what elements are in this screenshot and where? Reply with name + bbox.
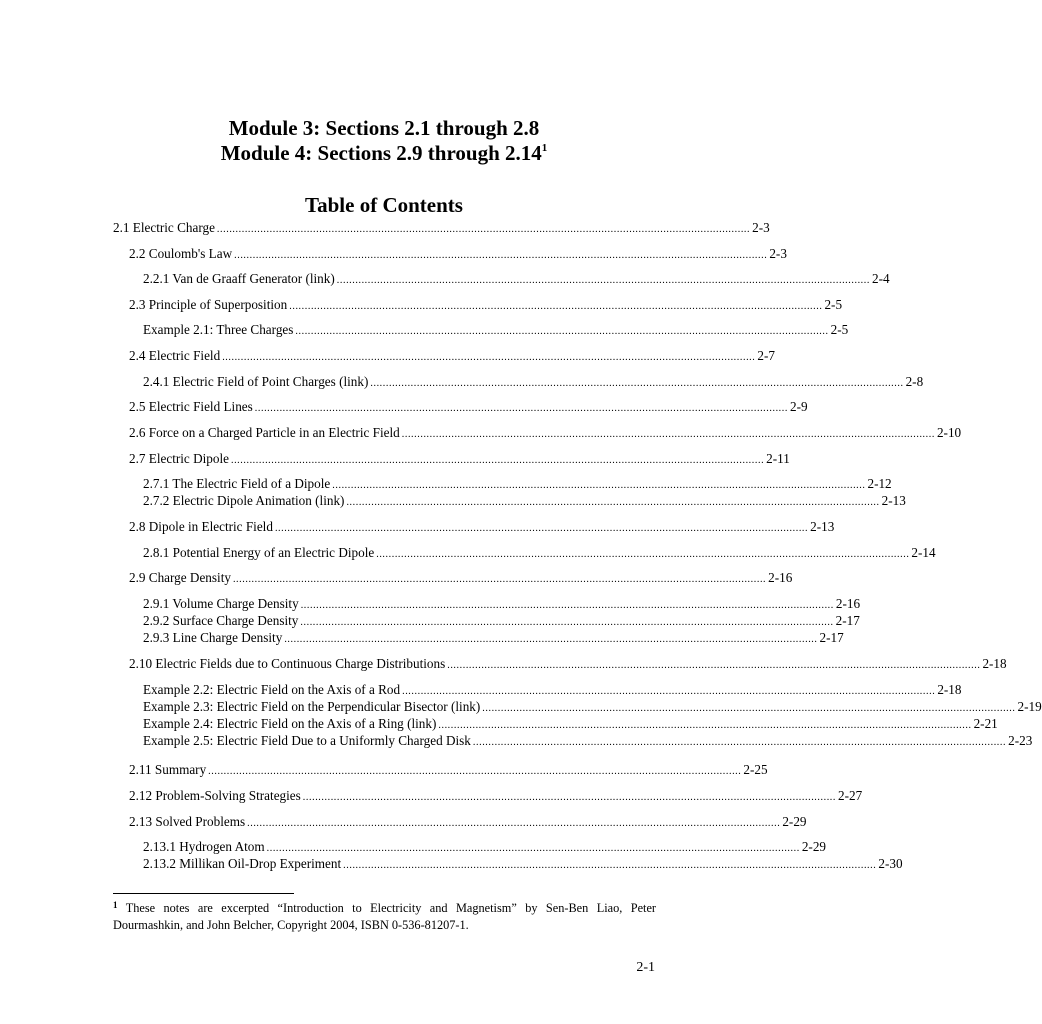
- toc-entry-label: 2.1 Electric Charge: [113, 220, 215, 235]
- toc-entry-page: 2-3: [752, 220, 770, 235]
- toc-entry-2-1[interactable]: [113, 219, 770, 236]
- dot-leader: ............................................................................................................................................................................: [370, 378, 904, 389]
- dot-leader: ............................................................................................................................................................................: [216, 224, 751, 235]
- toc-entry-label: 2.5 Electric Field Lines: [129, 399, 253, 414]
- dot-leader: ............................................................................................................................................................................: [222, 352, 756, 363]
- footnote-divider: [113, 893, 294, 894]
- toc-entry-example-2-3[interactable]: [143, 698, 1042, 715]
- dot-leader: ............................................................................................................................................................................: [402, 686, 936, 697]
- toc-entry-page: 2-12: [867, 476, 892, 491]
- toc-entry-2-7[interactable]: [129, 450, 790, 467]
- toc-entry-page: 2-21: [973, 716, 998, 731]
- toc-entry-page: 2-4: [871, 271, 890, 286]
- toc-entry-label: 2.13.2 Millikan Oil-Drop Experiment: [143, 856, 342, 871]
- toc-entry-page: 2-14: [911, 545, 936, 560]
- toc-entry-2-9-2[interactable]: [143, 612, 860, 629]
- toc-entry-page: 2-13: [810, 519, 835, 534]
- toc-entry-2-2-1[interactable]: [143, 270, 890, 287]
- toc-entry-example-2-2[interactable]: [143, 681, 962, 698]
- dot-leader: ............................................................................................................................................................................: [343, 860, 877, 871]
- toc-entry-example-2-1[interactable]: [143, 321, 849, 338]
- toc-entry-2-9-1[interactable]: [143, 595, 861, 612]
- toc-entry-page: 2-18: [937, 682, 962, 697]
- toc-title: Table of Contents: [305, 193, 463, 217]
- toc-entry-2-13[interactable]: [129, 813, 807, 830]
- toc-entry-label: 2.13.1 Hydrogen Atom: [143, 839, 265, 854]
- dot-leader: ............................................................................................................................................................................: [376, 549, 910, 560]
- toc-entry-label: Example 2.1: Three Charges: [143, 322, 294, 337]
- toc-entry-page: 2-16: [835, 596, 861, 611]
- toc-entry-page: 2-7: [757, 348, 775, 363]
- toc-entry-label: 2.2 Coulomb's Law: [129, 246, 233, 261]
- toc-entry-2-7-1[interactable]: [143, 475, 892, 492]
- dot-leader: ............................................................................................................................................................................: [208, 766, 742, 777]
- dot-leader: ............................................................................................................................................................................: [401, 429, 935, 440]
- dot-leader: ............................................................................................................................................................................: [302, 792, 836, 803]
- toc-entry-label: 2.4.1 Electric Field of Point Charges (link): [143, 374, 369, 389]
- dot-leader: ............................................................................................................................................................................: [254, 403, 788, 414]
- toc-entry-2-13-1[interactable]: [143, 838, 827, 855]
- toc-entry-label: 2.2.1 Van de Graaff Generator (link): [143, 271, 335, 286]
- toc-entry-2-3[interactable]: [129, 296, 843, 313]
- toc-entry-label: Example 2.3: Electric Field on the Perpendicular Bisector (link): [143, 699, 481, 714]
- heading-module-4: Module 4: Sections 2.9 through 2.14$^1$: [220, 141, 548, 165]
- toc-entry-page: 2-17: [835, 613, 860, 628]
- toc-entry-page: 2-9: [789, 399, 808, 414]
- toc-entry-2-7-2[interactable]: [143, 492, 906, 509]
- toc-entry-example-2-4[interactable]: [143, 715, 998, 732]
- toc-entry-page: 2-25: [743, 762, 768, 777]
- toc-entry-label: 2.8 Dipole in Electric Field: [129, 519, 273, 534]
- toc-entry-2-2[interactable]: [129, 245, 787, 262]
- toc-entry-page: 2-27: [838, 788, 863, 803]
- dot-leader: ............................................................................................................................................................................: [300, 600, 834, 611]
- toc-entry-label: Example 2.2: Electric Field on the Axis of a Rod: [143, 682, 401, 697]
- dot-leader: ............................................................................................................................................................................: [482, 703, 1016, 714]
- dot-leader: ............................................................................................................................................................................: [289, 301, 823, 312]
- toc-entry-2-9[interactable]: [129, 569, 793, 586]
- toc-entry-page: 2-23: [1008, 733, 1033, 748]
- toc-entry-2-8[interactable]: [129, 518, 835, 535]
- dot-leader: ............................................................................................................................................................................: [438, 720, 972, 731]
- toc-entry-2-10[interactable]: [129, 655, 1007, 672]
- toc-entry-example-2-5[interactable]: [143, 732, 1033, 749]
- toc-entry-page: 2-11: [766, 451, 790, 466]
- toc-entry-page: 2-16: [768, 570, 793, 585]
- dot-leader: ............................................................................................................................................................................: [300, 617, 834, 628]
- toc-entry-page: 2-3: [769, 246, 787, 261]
- toc-entry-label: 2.7.1 The Electric Field of a Dipole: [143, 476, 331, 491]
- toc-entry-label: 2.4 Electric Field: [129, 348, 221, 363]
- dot-leader: ............................................................................................................................................................................: [230, 455, 765, 466]
- dot-leader: ............................................................................................................................................................................: [295, 326, 829, 337]
- toc-entry-2-6[interactable]: [129, 424, 962, 441]
- toc-entry-2-4[interactable]: [129, 347, 775, 364]
- toc-entry-label: 2.8.1 Potential Energy of an Electric Dipole: [143, 545, 375, 560]
- dot-leader: ............................................................................................................................................................................: [274, 523, 809, 534]
- toc-entry-page: 2-10: [936, 425, 962, 440]
- toc-entry-label: 2.13 Solved Problems: [129, 814, 246, 829]
- toc-entry-2-12[interactable]: [129, 787, 863, 804]
- toc-entry-page: 2-30: [878, 856, 903, 871]
- dot-leader: ............................................................................................................................................................................: [336, 275, 870, 286]
- toc-entry-label: 2.6 Force on a Charged Particle in an Electric Field: [129, 425, 400, 440]
- toc-entry-page: 2-18: [982, 656, 1007, 671]
- toc-entry-label: 2.10 Electric Fields due to Continuous Charge Distributions: [129, 656, 446, 671]
- dot-leader: ............................................................................................................................................................................: [234, 250, 768, 261]
- dot-leader: ............................................................................................................................................................................: [472, 737, 1007, 748]
- footnote-marker: 1: [113, 900, 118, 910]
- toc-entry-label: 2.12 Problem-Solving Strategies: [129, 788, 301, 803]
- footnote: [113, 900, 656, 934]
- dot-leader: ............................................................................................................................................................................: [266, 843, 800, 854]
- toc-entry-page: 2-5: [824, 297, 843, 312]
- toc-entry-label: Example 2.4: Electric Field on the Axis of a Ring (link): [143, 716, 437, 731]
- toc-entry-2-11[interactable]: [129, 761, 768, 778]
- toc-entry-label: 2.3 Principle of Superposition: [129, 297, 288, 312]
- footnote-text: These notes are excerpted “Introduction to Electricity and Magnetism” by Sen-Ben Liao, Peter Dourmashkin, and John Belcher, Copyright 2004, ISBN 0-536-81207-1.: [113, 901, 656, 932]
- toc-entry-page: 2-29: [782, 814, 807, 829]
- dot-leader: ............................................................................................................................................................................: [247, 818, 781, 829]
- toc-entry-label: 2.7.2 Electric Dipole Animation (link): [143, 493, 345, 508]
- dot-leader: ............................................................................................................................................................................: [332, 480, 866, 491]
- dot-leader: ............................................................................................................................................................................: [447, 660, 981, 671]
- toc-entry-2-9-3[interactable]: [143, 629, 844, 646]
- toc-entry-2-13-2[interactable]: [143, 855, 903, 872]
- footnote-reference[interactable]: 1: [541, 142, 548, 154]
- toc-entry-page: 2-5: [830, 322, 849, 337]
- page-number: 2-1: [636, 960, 655, 975]
- toc-entry-label: 2.9.2 Surface Charge Density: [143, 613, 299, 628]
- toc-entry-page: 2-29: [801, 839, 827, 854]
- toc-entry-label: 2.11 Summary: [129, 762, 207, 777]
- toc-entry-2-8-1[interactable]: [143, 544, 936, 561]
- dot-leader: ............................................................................................................................................................................: [232, 574, 767, 585]
- dot-leader: ............................................................................................................................................................................: [346, 497, 880, 508]
- dot-leader: ............................................................................................................................................................................: [284, 634, 818, 645]
- toc-entry-label: 2.9 Charge Density: [129, 570, 231, 585]
- toc-entry-page: 2-17: [819, 630, 844, 645]
- heading-module-3: Module 3: Sections 2.1 through 2.8: [228, 116, 540, 140]
- toc-entry-2-4-1[interactable]: [143, 373, 924, 390]
- toc-entry-page: 2-13: [881, 493, 906, 508]
- toc-entry-label: 2.9.1 Volume Charge Density: [143, 596, 299, 611]
- toc-entry-label: Example 2.5: Electric Field Due to a Uniformly Charged Disk: [143, 733, 471, 748]
- toc-entry-page: 2-19: [1017, 699, 1042, 714]
- toc-entry-label: 2.9.3 Line Charge Density: [143, 630, 283, 645]
- toc-entry-label: 2.7 Electric Dipole: [129, 451, 229, 466]
- toc-entry-page: 2-8: [905, 374, 924, 389]
- toc-entry-2-5[interactable]: [129, 398, 808, 415]
